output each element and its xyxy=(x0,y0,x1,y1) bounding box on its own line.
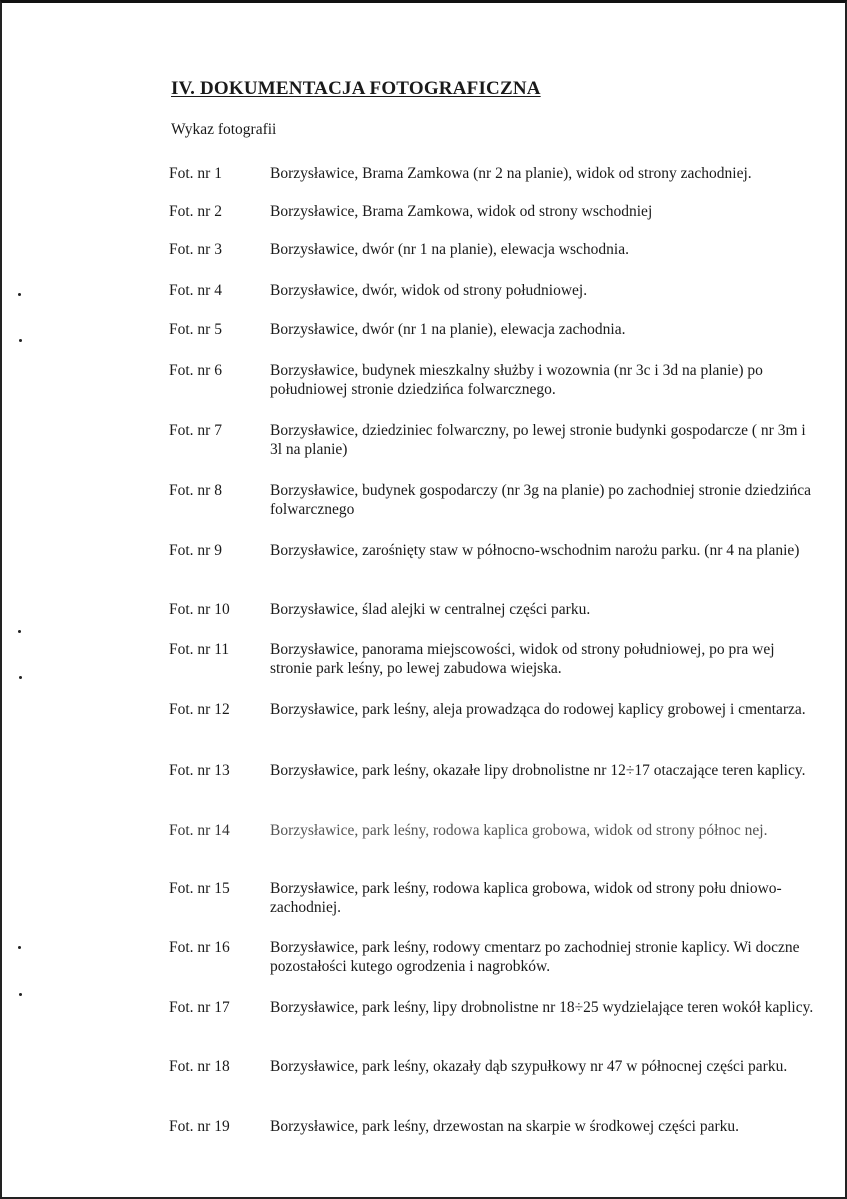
photo-number: Fot. nr 15 xyxy=(169,880,230,897)
photo-number: Fot. nr 12 xyxy=(169,701,230,718)
photo-description: Borzysławice, budynek mieszkalny służby i wozownia (nr 3c i 3d na planie) po południowej stronie dziedzińca folwarcznego. xyxy=(270,362,763,398)
photo-description: Borzysławice, dwór (nr 1 na planie), elewacja zachodnia. xyxy=(270,321,626,338)
scan-speck xyxy=(18,630,21,633)
photo-number: Fot. nr 4 xyxy=(169,282,222,299)
photo-description: Borzysławice, budynek gospodarczy (nr 3g na planie) po zachodniej stronie dziedzińca folwarcznego xyxy=(270,482,812,518)
photo-number: Fot. nr 5 xyxy=(169,321,222,338)
photo-description: Borzysławice, park leśny, rodowa kaplica grobowa, widok od strony północ nej. xyxy=(270,822,768,839)
photo-number: Fot. nr 9 xyxy=(169,542,222,559)
photo-number: Fot. nr 16 xyxy=(169,939,230,956)
photo-number: Fot. nr 19 xyxy=(169,1118,230,1135)
photo-number: Fot. nr 14 xyxy=(169,822,230,839)
photo-description: Borzysławice, park leśny, rodowa kaplica grobowa, widok od strony połu dniowo-zachodniej. xyxy=(270,880,782,916)
photo-description: Borzysławice, park leśny, lipy drobnolistne nr 18÷25 wydzielające teren wokół kaplicy. xyxy=(270,999,814,1016)
photo-number: Fot. nr 11 xyxy=(169,641,230,658)
photo-number: Fot. nr 3 xyxy=(169,241,222,258)
scan-speck xyxy=(19,339,22,342)
photo-description: Borzysławice, panorama miejscowości, widok od strony południowej, po pra wej stronie park leśny, po lewej zabudowa wiejska. xyxy=(270,641,775,677)
scan-speck xyxy=(18,293,21,296)
photo-number: Fot. nr 2 xyxy=(169,203,222,220)
photo-description: Borzysławice, dwór (nr 1 na planie), elewacja wschodnia. xyxy=(270,241,629,258)
photo-description: Borzysławice, ślad alejki w centralnej części parku. xyxy=(270,601,591,618)
photo-number: Fot. nr 18 xyxy=(169,1058,230,1075)
photo-number: Fot. nr 13 xyxy=(169,762,230,779)
scan-speck xyxy=(19,993,22,996)
photo-description: Borzysławice, park leśny, rodowy cmentarz po zachodniej stronie kaplicy. Wi doczne pozostałości kutego ogrodzenia i nagrobków. xyxy=(270,939,800,975)
page-title: IV. DOKUMENTACJA FOTOGRAFICZNA xyxy=(171,78,541,99)
photo-number: Fot. nr 7 xyxy=(169,422,222,439)
photo-number: Fot. nr 1 xyxy=(169,165,222,182)
photo-number: Fot. nr 8 xyxy=(169,482,222,499)
scan-speck xyxy=(19,676,22,679)
photo-number: Fot. nr 10 xyxy=(169,601,230,618)
photo-description: Borzysławice, park leśny, aleja prowadząca do rodowej kaplicy grobowej i cmentarza. xyxy=(270,701,806,718)
photo-description: Borzysławice, park leśny, drzewostan na skarpie w środkowej części parku. xyxy=(270,1118,739,1135)
photo-number: Fot. nr 17 xyxy=(169,999,230,1016)
scan-speck xyxy=(18,946,21,949)
photo-description: Borzysławice, Brama Zamkowa (nr 2 na planie), widok od strony zachodniej. xyxy=(270,165,752,182)
photo-description: Borzysławice, dwór, widok od strony południowej. xyxy=(270,282,588,299)
photo-description: Borzysławice, zarośnięty staw w północno-wschodnim narożu parku. (nr 4 na planie) xyxy=(270,542,800,559)
photo-number: Fot. nr 6 xyxy=(169,362,222,379)
photo-description: Borzysławice, park leśny, okazałe lipy drobnolistne nr 12÷17 otaczające teren kaplicy. xyxy=(270,762,806,779)
photo-description: Borzysławice, Brama Zamkowa, widok od strony wschodniej xyxy=(270,203,653,220)
photo-description: Borzysławice, park leśny, okazały dąb szypułkowy nr 47 w północnej części parku. xyxy=(270,1058,788,1075)
photo-description: Borzysławice, dziedziniec folwarczny, po lewej stronie budynki gospodarcze ( nr 3m i 3l na planie) xyxy=(270,422,806,458)
section-subtitle: Wykaz fotografii xyxy=(171,121,277,138)
